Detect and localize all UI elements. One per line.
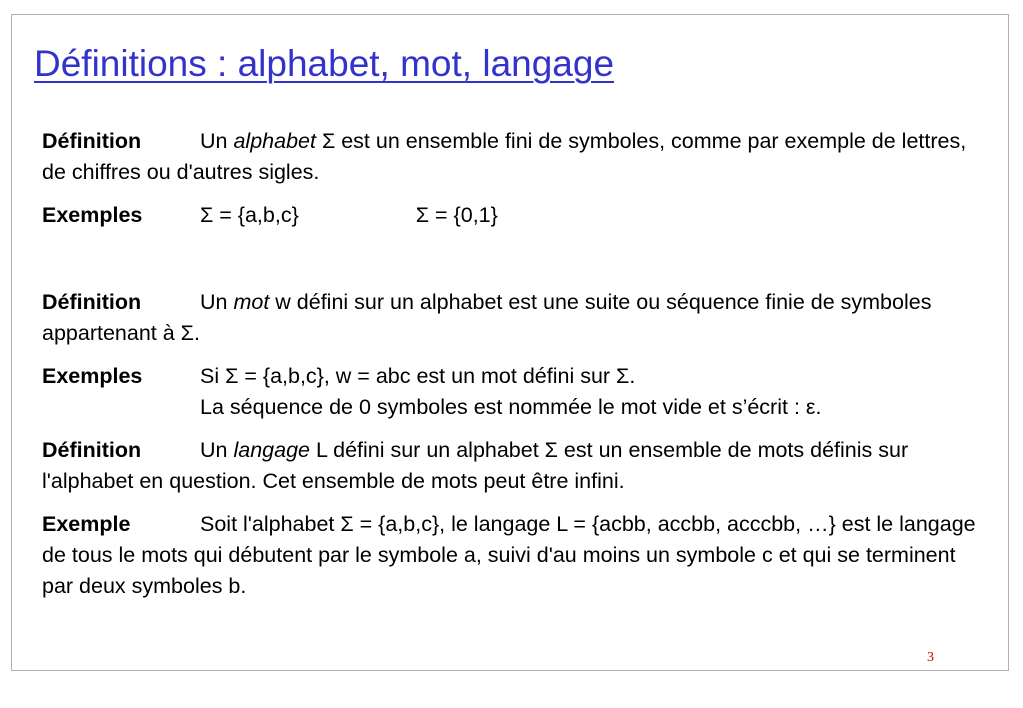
definition-label: Définition — [42, 290, 142, 314]
examples-label: Exemples — [42, 203, 143, 227]
definition-text-pre: Un — [200, 438, 234, 462]
definition-text-pre: Un — [200, 129, 234, 153]
definition-text-post: L défini sur un alphabet Σ est un ensemble de mots définis sur l'alphabet en question. Cet ensemble de mots peut être infini. — [42, 438, 909, 493]
definition-text-post: w défini sur un alphabet est une suite ou séquence finie de symboles appartenant à Σ. — [42, 290, 932, 345]
example-item: Σ = {0,1} — [415, 203, 498, 227]
definition-mot — [42, 287, 987, 349]
slide-content — [42, 126, 987, 602]
definition-label: Définition — [42, 129, 142, 153]
page-number: 3 — [927, 650, 934, 665]
definition-term: alphabet — [233, 129, 316, 153]
definition-term: mot — [233, 290, 270, 314]
examples-label: Exemples — [42, 364, 143, 388]
example-line: La séquence de 0 symboles est nommée le mot vide et s’écrit : ε. — [200, 395, 822, 419]
examples-alphabet — [42, 200, 987, 231]
example-line: Si Σ = {a,b,c}, w = abc est un mot défini sur Σ. — [200, 364, 636, 388]
example-item: Σ = {a,b,c} — [200, 203, 299, 227]
definition-text-post: Σ est un ensemble fini de symboles, comme par exemple de lettres, de chiffres ou d'autres sigles. — [42, 129, 967, 184]
slide-title: Définitions : alphabet, mot, langage — [34, 43, 615, 84]
definition-term: langage — [233, 438, 310, 462]
example-label: Exemple — [42, 512, 131, 536]
slide — [11, 14, 1009, 671]
definition-langage — [42, 435, 987, 497]
definition-label: Définition — [42, 438, 142, 462]
examples-mot — [42, 361, 987, 423]
definition-text-pre: Un — [200, 290, 234, 314]
definition-alphabet — [42, 126, 987, 188]
example-text: Soit l'alphabet Σ = {a,b,c}, le langage L = {acbb, accbb, acccbb, …} est le langage de tous le mots qui débutent par le symbole a, suivi d'au moins un symbole c et qui se terminent par deux symboles b. — [42, 512, 976, 598]
example-langage — [42, 509, 987, 602]
